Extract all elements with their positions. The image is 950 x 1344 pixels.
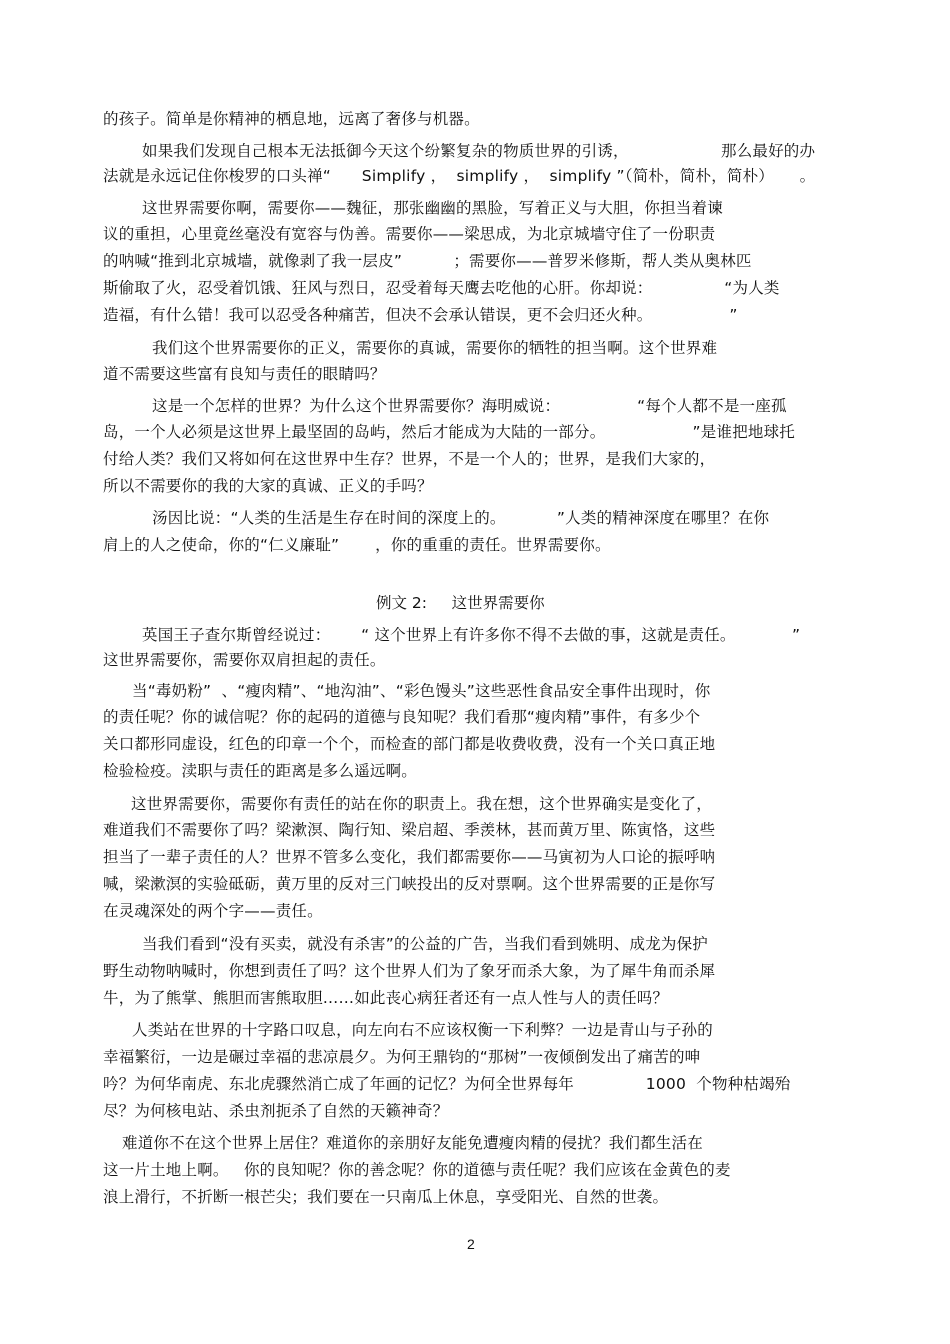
text-line: 尽？为何核电站、杀虫剂扼杀了自然的天籁神奇？ xyxy=(103,1102,449,1120)
text-line: 浪上滑行，不折断一根芒尖；我们要在一只南瓜上休息，享受阳光、自然的世袭。 xyxy=(103,1188,669,1206)
text-line: 难道你不在这个世界上居住？难道你的亲朋好友能免遭瘦肉精的侵扰？我们都生活在 xyxy=(122,1134,703,1152)
text-line: 人类站在世界的十字路口叹息，向左向右不应该权衡一下利弊？一边是青山与子孙的 xyxy=(132,1021,713,1039)
text-line: 这世界需要你，需要你双肩担起的责任。 xyxy=(103,651,386,669)
text-line: 议的重担，心里竟丝毫没有宽容与伪善。需要你——梁思成，为北京城墙守住了一份职责 xyxy=(103,225,716,243)
text-line: 喊，梁漱溟的实验砥砺，黄万里的反对三门峡投出的反对票啊。这个世界需要的正是你写 xyxy=(103,875,716,893)
text-line: 所以不需要你的我的大家的真诚、正义的手吗？ xyxy=(103,477,433,495)
text-line: 这一片土地上啊。 你的良知呢？你的善念呢？你的道德与责任呢？我们应该在金黄色的麦 xyxy=(103,1161,731,1179)
text-line: 检验检疫。渎职与责任的距离是多么遥远啊。 xyxy=(103,762,418,780)
text-line: 法就是永远记住你梭罗的口头禅“ Simplify ， simplify ， simplify ”（简朴，简朴，简朴） 。 xyxy=(103,167,816,185)
text-line: 这世界需要你啊，需要你——魏征，那张幽幽的黑脸，写着正义与大胆，你担当着谏 xyxy=(142,199,723,217)
text-line: 的责任呢？你的诚信呢？你的起码的道德与良知呢？我们看那“瘦肉精”事件，有多少个 xyxy=(103,708,701,726)
text-line: 关口都形同虚设，红色的印章一个个，而检查的部门都是收费收费，没有一个关口真正地 xyxy=(103,735,716,753)
text-line: 付给人类？我们又将如何在这世界中生存？世界，不是一个人的；世界，是我们大家的， xyxy=(103,450,716,468)
text-line: 我们这个世界需要你的正义，需要你的真诚，需要你的牺牲的担当啊。这个世界难 xyxy=(152,339,718,357)
text-line: 斯偷取了火，忍受着饥饿、狂风与烈日，忍受着每天鹰去吃他的心肝。你却说： “为人类 xyxy=(103,279,780,297)
text-line: 当“毒奶粉” 、“瘦肉精”、“地沟油”、“彩色馒头”这些恶性食品安全事件出现时，你 xyxy=(132,682,711,700)
text-line: 野生动物呐喊时，你想到责任了吗？这个世界人们为了象牙而杀大象，为了犀牛角而杀犀 xyxy=(103,962,716,980)
text-line: 肩上的人之使命，你的“仁义廉耻” ，你的重重的责任。世界需要你。 xyxy=(103,536,611,554)
text-line: 牛，为了熊掌、熊胆而害熊取胆……如此丧心病狂者还有一点人性与人的责任吗？ xyxy=(103,989,669,1007)
text-line: 汤因比说：“人类的生活是生存在时间的深度上的。 ”人类的精神深度在哪里？在你 xyxy=(152,509,770,527)
text-line: 英国王子查尔斯曾经说过： “ 这个世界上有许多你不得不去做的事，这就是责任。 ” xyxy=(142,626,801,644)
text-line: 吟？为何华南虎、东北虎骤然消亡成了年画的记忆？为何全世界每年 1000 个物种枯竭殆 xyxy=(103,1075,791,1093)
text-line: 当我们看到“没有买卖，就没有杀害”的公益的广告，当我们看到姚明、成龙为保护 xyxy=(142,935,708,953)
text-line: 岛，一个人必须是这世界上最坚固的岛屿，然后才能成为大陆的一部分。 ”是谁把地球托 xyxy=(103,423,795,441)
text-line: 的孩子。简单是你精神的栖息地，远离了奢侈与机器。 xyxy=(103,110,480,128)
text-line: 难道我们不需要你了吗？梁漱溟、陶行知、梁启超、季羡林，甚而黄万里、陈寅恪，这些 xyxy=(103,821,716,839)
text-line: 造福，有什么错！我可以忍受各种痛苦，但决不会承认错误，更不会归还火种。 ” xyxy=(103,306,738,324)
text-line: 在灵魂深处的两个字——责任。 xyxy=(103,902,323,920)
text-line: 的呐喊“推到北京城墙，就像剥了我一层皮” ；需要你——普罗米修斯，帮人类从奥林匹 xyxy=(103,252,752,270)
text-line: 如果我们发现自己根本无法抵御今天这个纷繁复杂的物质世界的引诱， 那么最好的办 xyxy=(142,142,816,160)
section-heading: 例文 2: 这世界需要你 xyxy=(376,594,545,612)
text-line: 道不需要这些富有良知与责任的眼睛吗？ xyxy=(103,365,386,383)
text-line: 这是一个怎样的世界？为什么这个世界需要你？海明威说： “每个人都不是一座孤 xyxy=(152,397,787,415)
page-number: 2 xyxy=(467,1236,475,1252)
text-line: 这世界需要你，需要你有责任的站在你的职责上。我在想，这个世界确实是变化了， xyxy=(131,795,712,813)
text-line: 担当了一辈子责任的人？世界不管多么变化，我们都需要你——马寅初为人口论的振呼呐 xyxy=(103,848,716,866)
text-line: 幸福繁衍，一边是碾过幸福的悲凉晨夕。为何王鼎钧的“那树”一夜倾倒发出了痛苦的呻 xyxy=(103,1048,701,1066)
